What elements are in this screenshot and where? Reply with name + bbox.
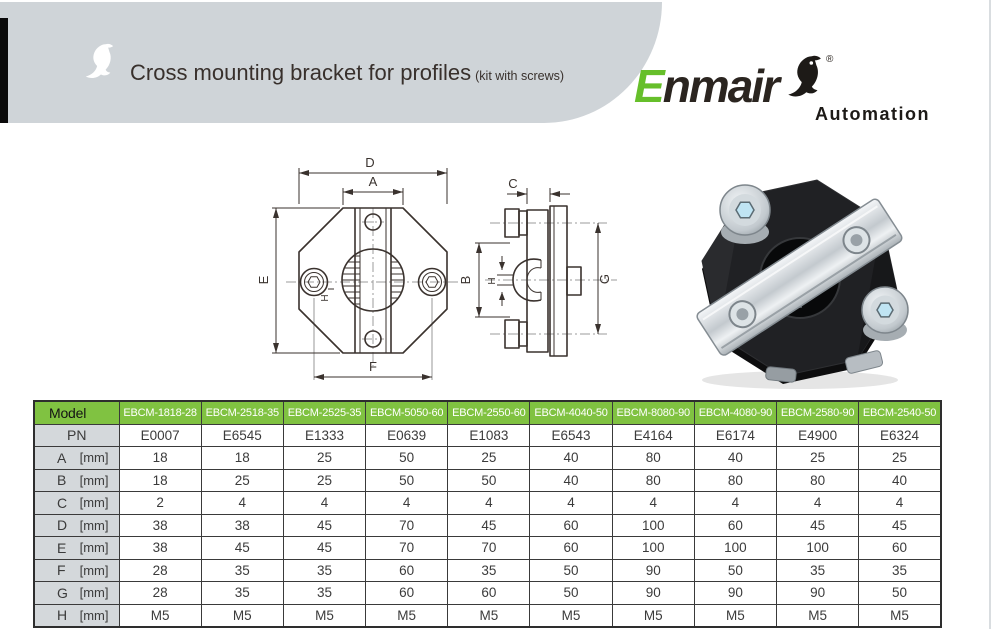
value-cell: 90: [612, 559, 694, 582]
value-cell: 50: [694, 559, 776, 582]
value-cell: 40: [530, 469, 612, 492]
value-cell: 35: [777, 559, 859, 582]
pn-cell: E4164: [612, 424, 694, 447]
table-row-D: [34, 514, 941, 537]
pn-cell: E6174: [694, 424, 776, 447]
brand-wordmark: [634, 62, 778, 110]
value-cell: 50: [530, 559, 612, 582]
value-cell: 50: [366, 469, 448, 492]
dim-label-C: C: [508, 176, 518, 191]
pn-label: PN: [34, 424, 119, 447]
pn-cell: E0639: [366, 424, 448, 447]
value-cell: 70: [448, 537, 530, 560]
page-title-suffix: (kit with screws): [475, 69, 565, 83]
value-cell: 40: [859, 469, 941, 492]
registered-mark: ®: [825, 54, 834, 65]
value-cell: 100: [777, 537, 859, 560]
value-cell: 50: [366, 447, 448, 470]
value-cell: M5: [530, 604, 612, 627]
value-cell: 60: [366, 559, 448, 582]
value-cell: 4: [777, 492, 859, 515]
value-cell: 80: [694, 469, 776, 492]
value-cell: M5: [201, 604, 283, 627]
value-cell: 70: [366, 514, 448, 537]
value-cell: 45: [448, 514, 530, 537]
dim-label-G: G: [597, 273, 612, 285]
value-cell: 38: [119, 514, 201, 537]
model-cell: EBCM-8080-90: [612, 401, 694, 424]
value-cell: M5: [859, 604, 941, 627]
brand-logo: [634, 54, 944, 125]
value-cell: 35: [859, 559, 941, 582]
front-view-drawing: [248, 148, 463, 396]
value-cell: 28: [119, 559, 201, 582]
value-cell: 50: [859, 582, 941, 605]
table-row-G: [34, 582, 941, 605]
value-cell: 35: [201, 582, 283, 605]
model-cell: EBCM-2540-50: [859, 401, 941, 424]
brand-rest: nmair: [662, 60, 778, 112]
header-banner: [0, 2, 662, 123]
model-cell: EBCM-4040-50: [530, 401, 612, 424]
param-label: D [mm]: [34, 514, 119, 537]
dim-label-F: F: [369, 359, 377, 374]
table-row-H: [34, 604, 941, 627]
value-cell: 60: [530, 537, 612, 560]
value-cell: 35: [448, 559, 530, 582]
value-cell: 50: [530, 582, 612, 605]
page-title: [130, 60, 564, 86]
value-cell: 100: [694, 537, 776, 560]
pn-cell: E6324: [859, 424, 941, 447]
dim-label-E: E: [256, 275, 271, 285]
pn-cell: E1333: [283, 424, 365, 447]
param-label: E [mm]: [34, 537, 119, 560]
value-cell: 25: [283, 469, 365, 492]
product-photo: [650, 148, 945, 396]
param-label: B [mm]: [34, 469, 119, 492]
value-cell: 60: [859, 537, 941, 560]
value-cell: 4: [859, 492, 941, 515]
page-edge-line: [989, 0, 991, 629]
brand-dolphin-icon: [782, 54, 826, 108]
value-cell: 25: [283, 447, 365, 470]
param-label: F [mm]: [34, 559, 119, 582]
value-cell: 45: [859, 514, 941, 537]
value-cell: 4: [201, 492, 283, 515]
pn-cell: E0007: [119, 424, 201, 447]
value-cell: 45: [283, 537, 365, 560]
value-cell: M5: [694, 604, 776, 627]
value-cell: 100: [612, 537, 694, 560]
table-row-E: [34, 537, 941, 560]
value-cell: 90: [694, 582, 776, 605]
value-cell: 4: [283, 492, 365, 515]
value-cell: 45: [201, 537, 283, 560]
model-cell: EBCM-4080-90: [694, 401, 776, 424]
pn-cell: E6543: [530, 424, 612, 447]
brand-subtitle: Automation: [815, 104, 930, 124]
value-cell: 60: [448, 582, 530, 605]
value-cell: 28: [119, 582, 201, 605]
pn-cell: E1083: [448, 424, 530, 447]
dim-label-A: A: [368, 174, 378, 189]
value-cell: 90: [612, 582, 694, 605]
value-cell: 60: [366, 582, 448, 605]
value-cell: 25: [859, 447, 941, 470]
param-label: A [mm]: [34, 447, 119, 470]
value-cell: 4: [694, 492, 776, 515]
spec-table: [33, 400, 942, 628]
value-cell: 4: [612, 492, 694, 515]
value-cell: 18: [119, 447, 201, 470]
value-cell: 50: [448, 469, 530, 492]
table-row-models: [34, 401, 941, 424]
value-cell: 4: [448, 492, 530, 515]
value-cell: 2: [119, 492, 201, 515]
model-cell: EBCM-1818-28: [119, 401, 201, 424]
value-cell: 40: [694, 447, 776, 470]
model-cell: EBCM-2518-35: [201, 401, 283, 424]
value-cell: 80: [612, 469, 694, 492]
value-cell: 38: [119, 537, 201, 560]
value-cell: 45: [777, 514, 859, 537]
pn-cell: E4900: [777, 424, 859, 447]
value-cell: 60: [530, 514, 612, 537]
value-cell: 40: [530, 447, 612, 470]
model-cell: EBCM-2580-90: [777, 401, 859, 424]
table-row-B: [34, 469, 941, 492]
value-cell: M5: [777, 604, 859, 627]
value-cell: 45: [283, 514, 365, 537]
value-cell: 90: [777, 582, 859, 605]
value-cell: 18: [119, 469, 201, 492]
value-cell: 70: [366, 537, 448, 560]
value-cell: 25: [201, 469, 283, 492]
value-cell: 35: [283, 582, 365, 605]
value-cell: 25: [448, 447, 530, 470]
value-cell: 4: [530, 492, 612, 515]
value-cell: M5: [283, 604, 365, 627]
brand-initial: E: [634, 60, 663, 112]
value-cell: 80: [612, 447, 694, 470]
model-cell: EBCM-5050-60: [366, 401, 448, 424]
value-cell: 38: [201, 514, 283, 537]
table-row-A: [34, 447, 941, 470]
value-cell: 80: [777, 469, 859, 492]
param-label: G [mm]: [34, 582, 119, 605]
page-title-text: Cross mounting bracket for profiles: [130, 60, 472, 85]
value-cell: M5: [119, 604, 201, 627]
value-cell: 18: [201, 447, 283, 470]
value-cell: 35: [283, 559, 365, 582]
pn-cell: E6545: [201, 424, 283, 447]
value-cell: 60: [694, 514, 776, 537]
model-cell: EBCM-2550-60: [448, 401, 530, 424]
param-label: C [mm]: [34, 492, 119, 515]
table-row-C: [34, 492, 941, 515]
param-label: H [mm]: [34, 604, 119, 627]
dim-label-D: D: [365, 155, 375, 170]
dim-label-B: B: [458, 275, 473, 285]
dolphin-icon: [82, 42, 116, 88]
model-cell: EBCM-2525-35: [283, 401, 365, 424]
value-cell: 100: [612, 514, 694, 537]
value-cell: 25: [777, 447, 859, 470]
value-cell: M5: [366, 604, 448, 627]
model-corner-label: Model: [34, 401, 119, 424]
dim-label-H-side: H: [487, 277, 498, 285]
table-row-pn: [34, 424, 941, 447]
value-cell: M5: [448, 604, 530, 627]
value-cell: M5: [612, 604, 694, 627]
value-cell: 4: [366, 492, 448, 515]
dim-label-H-front: H: [320, 294, 331, 302]
side-view-drawing: [455, 148, 655, 396]
table-row-F: [34, 559, 941, 582]
left-edge-bar: [0, 18, 8, 123]
value-cell: 35: [201, 559, 283, 582]
